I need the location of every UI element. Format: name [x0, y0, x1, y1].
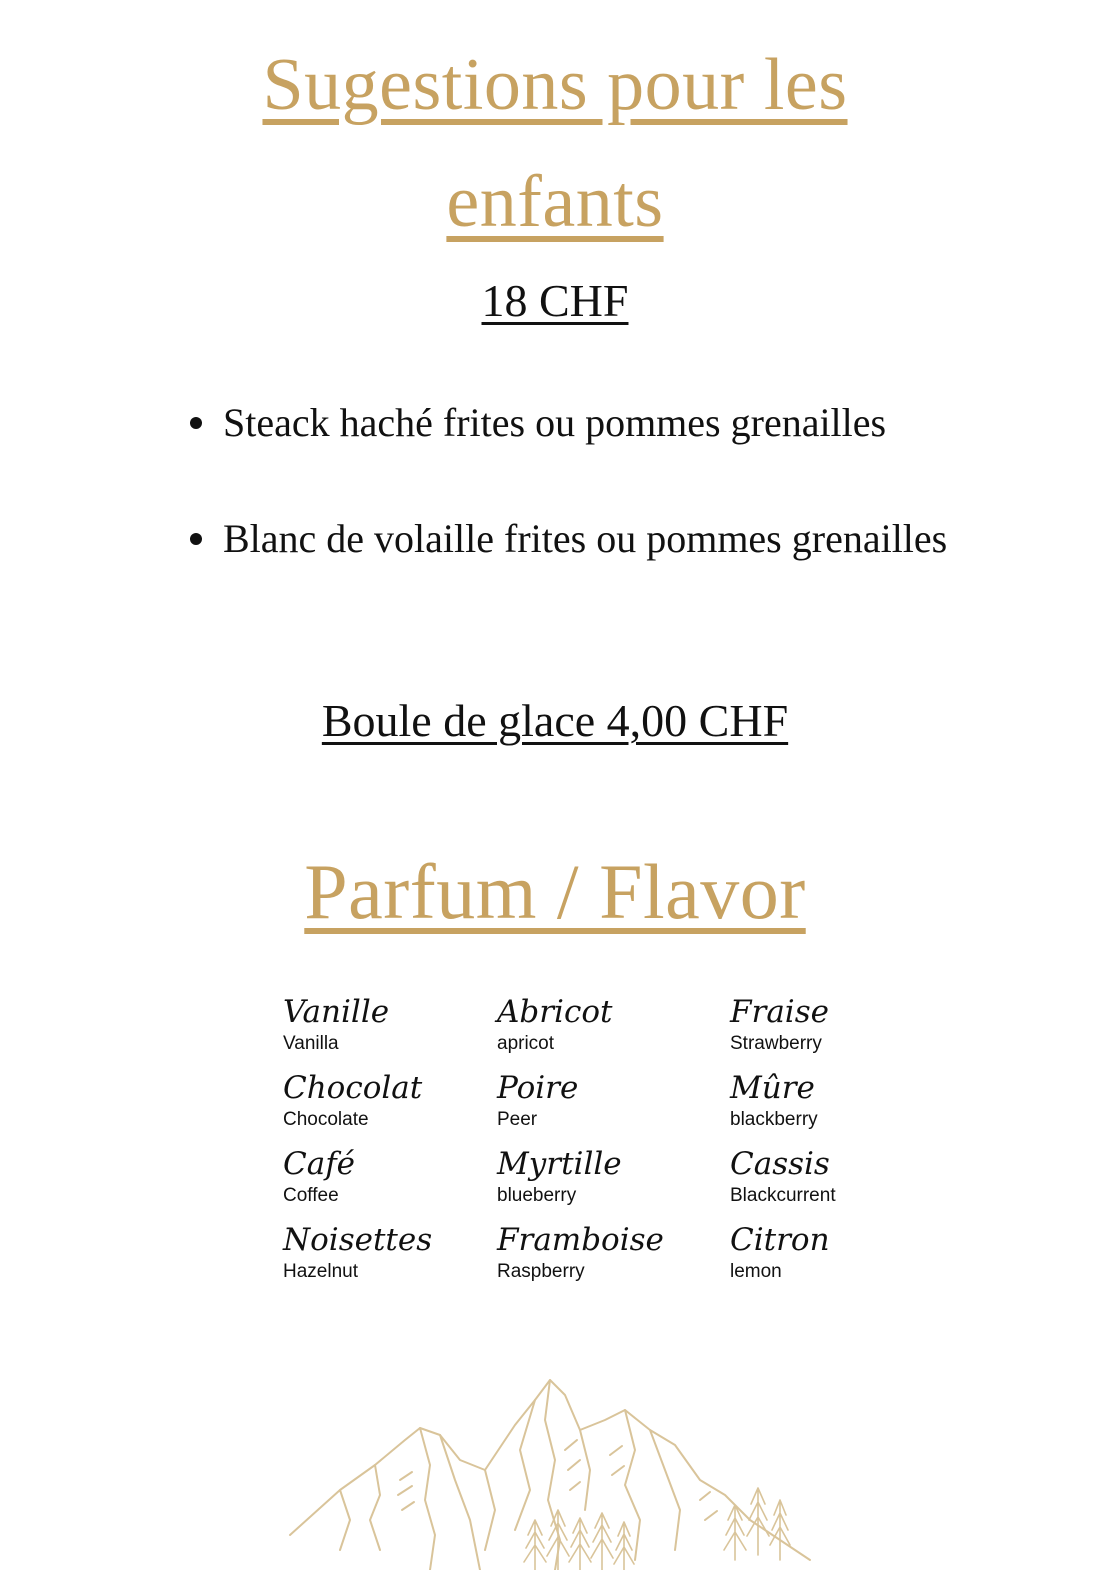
mountain-illustration [280, 1370, 820, 1570]
flavor-item [497, 1068, 717, 1144]
flavor-name-en: Blackcurrent [730, 1185, 836, 1206]
flavor-name-en: Vanilla [283, 1033, 339, 1054]
flavor-name-en: lemon [730, 1261, 782, 1282]
flavor-name-en: Peer [497, 1109, 538, 1130]
flavor-name-fr: Noisettes [283, 1222, 433, 1258]
kids-menu-item [190, 511, 1050, 567]
flavor-name-fr: Mûre [730, 1070, 815, 1106]
flavor-item [283, 1144, 503, 1220]
flavor-item [283, 992, 503, 1068]
flavor-item [730, 1144, 950, 1220]
kids-menu-list [190, 395, 1050, 627]
page-title-line-2: enfants [446, 161, 664, 243]
bullet-icon [190, 533, 202, 545]
page-title-line-1: Sugestions pour les [262, 44, 848, 126]
flavor-name-en: Hazelnut [283, 1261, 358, 1282]
flavor-name-fr: Poire [497, 1070, 579, 1106]
flavor-name-fr: Café [283, 1146, 356, 1182]
flavor-item [730, 1220, 950, 1296]
flavor-item [730, 992, 950, 1068]
flavor-name-en: apricot [497, 1033, 555, 1054]
flavor-item [283, 1220, 503, 1296]
flavor-name-en: Coffee [283, 1185, 339, 1206]
flavor-name-fr: Myrtille [497, 1146, 622, 1182]
flavor-item [730, 1068, 950, 1144]
flavor-name-fr: Abricot [497, 994, 613, 1030]
kids-menu-item-label: Steack haché frites ou pommes grenailles [223, 400, 887, 445]
flavor-section-title: Parfum / Flavor [304, 848, 806, 935]
flavor-name-fr: Cassis [730, 1146, 830, 1182]
flavor-name-fr: Fraise [730, 994, 829, 1030]
flavor-item [497, 1144, 717, 1220]
flavor-column-3 [730, 992, 950, 1296]
flavor-column-1 [283, 992, 503, 1296]
kids-menu-item-label: Blanc de volaille frites ou pommes grenailles [223, 516, 948, 561]
kids-menu-item [190, 395, 1050, 451]
flavor-name-en: blueberry [497, 1185, 577, 1206]
flavor-name-en: Chocolate [283, 1109, 369, 1130]
flavor-name-en: Strawberry [730, 1033, 822, 1054]
flavor-column-2 [497, 992, 717, 1296]
flavor-item [497, 992, 717, 1068]
flavor-name-en: blackberry [730, 1109, 818, 1130]
flavor-name-fr: Citron [730, 1222, 830, 1258]
kids-menu-price: 18 CHF [481, 275, 629, 326]
bullet-icon [190, 417, 202, 429]
flavor-item [497, 1220, 717, 1296]
flavor-name-fr: Framboise [497, 1222, 664, 1258]
flavor-name-fr: Vanille [283, 994, 390, 1030]
flavor-name-en: Raspberry [497, 1261, 585, 1282]
ice-cream-price: Boule de glace 4,00 CHF [321, 695, 789, 746]
flavor-item [283, 1068, 503, 1144]
flavor-name-fr: Chocolat [283, 1070, 423, 1106]
